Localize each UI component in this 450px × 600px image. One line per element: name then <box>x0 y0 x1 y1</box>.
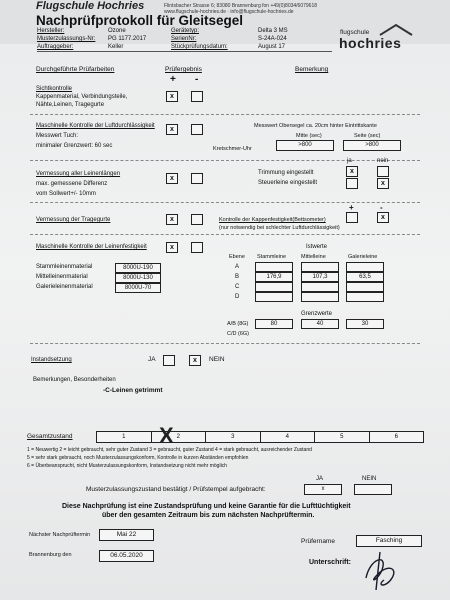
unterschrift-label: Unterschrift: <box>309 559 352 566</box>
grenz-mittel[interactable]: 40 <box>301 319 339 329</box>
ist-c-mittel[interactable] <box>301 282 339 292</box>
datum-value[interactable]: 06.05.2020 <box>99 550 154 562</box>
gesamt-legend-3: 6 = Überbeansprucht, nicht Musterzulassungskonform, Instandsetzung nicht mehr möglich <box>27 463 227 469</box>
grenzwerte-label: Grenzwerte <box>301 311 333 317</box>
instand-ja-label: JA <box>148 356 156 363</box>
school-web: www.flugschule-hochries.de · info@flugschule-hochries.de <box>164 9 294 15</box>
ist-b-mittel[interactable]: 107,3 <box>301 272 339 282</box>
steuer-nein-checkbox[interactable]: x <box>377 178 389 189</box>
serien-value: S-24A-024 <box>258 36 287 42</box>
luft-title: Maschinelle Kontrolle der Luftdurchlässigkeit <box>36 123 155 129</box>
leinen-minus-checkbox[interactable] <box>191 173 203 184</box>
tragegurte-plus-checkbox[interactable]: x <box>166 214 178 225</box>
grenz-galerie[interactable]: 30 <box>346 319 384 329</box>
istwerte-label: Istwerte <box>306 244 328 250</box>
ist-b-stamm[interactable]: 176,9 <box>255 272 293 282</box>
kappen-minus-label: - <box>380 203 383 212</box>
disclaimer-line2: über den gesamten Zeitraum bis zum nächsten Nachprüftermin. <box>102 512 315 519</box>
sicht-title: Sichtkontrolle <box>36 86 73 92</box>
tragegurte-title: Vermessung der Tragegurte <box>36 217 111 223</box>
kappen-minus-checkbox[interactable]: x <box>377 212 389 223</box>
col-durchgefuehrt: Durchgeführte Prüfarbeiten <box>36 66 115 73</box>
cd-label: C/D (6G) <box>227 331 249 337</box>
col-plus: + <box>170 74 176 85</box>
kretschmer-label: Kretschmer-Uhr <box>213 146 252 152</box>
ist-a-galerie[interactable] <box>346 262 384 272</box>
leinen-title: Vermessung aller Leinenlängen <box>36 171 121 177</box>
instand-nein-checkbox[interactable]: x <box>189 355 201 366</box>
scale-3[interactable]: 3 <box>206 432 261 442</box>
muster-text: Musterzulassungszustand bestätigt / Prüfstempel aufgebracht: <box>86 486 266 493</box>
level-d: D <box>235 294 240 300</box>
galerieleine-label: Galerieleine <box>348 254 378 260</box>
leinen-line2: vom Sollwert+/- 10mm <box>36 191 96 197</box>
ist-b-galerie[interactable]: 63,5 <box>346 272 384 282</box>
luft-seite-value[interactable]: >800 <box>343 140 401 151</box>
gesamt-legend-2: 5 = sehr stark gebraucht, noch Musterzulassungskonform, Kontrolle in kurzen Abständen empfohlen <box>27 455 249 461</box>
luft-minus-checkbox[interactable] <box>191 124 203 135</box>
muster-ja-label: JA <box>316 476 324 482</box>
luft-messwert: Messwert Obersegel ca. 20cm hinter Eintrittskante <box>254 123 377 129</box>
divider <box>30 343 420 344</box>
reiss-plus-checkbox[interactable]: x <box>166 242 178 253</box>
mittelleine-label: Mittelleine <box>301 254 326 260</box>
col-minus: - <box>195 74 199 85</box>
ist-c-stamm[interactable] <box>255 282 293 292</box>
reiss-title: Maschinelle Kontrolle der Leinenfestigkeit <box>36 244 147 250</box>
gesamt-legend-1: 1 = Neuwertig 2 = leicht gebraucht, sehr guter Zustand 3 = gebraucht, guter Zustand 4 = stark gebraucht, ausreichender Zustand <box>27 447 312 453</box>
page-title: Nachprüfprotokoll für Gleitsegel <box>36 13 244 28</box>
level-b: B <box>235 274 240 280</box>
trimmung-label: Trimmung eingestellt <box>258 170 314 176</box>
instand-ja-checkbox[interactable] <box>163 355 175 366</box>
school-address: Flintsbacher Strasse 6; 83080 Brannenburg fon +49(0)8034/6079618 <box>164 3 318 9</box>
sicht-line2: Nähte,Leinen, Tragegurte <box>36 102 105 108</box>
luft-line2: minimaler Grenzwert: 60 sec <box>36 143 113 149</box>
signature-icon <box>358 548 408 593</box>
meta-rule <box>37 51 332 52</box>
geraetetyp-label: Gerätetyp: <box>171 28 200 34</box>
ab-label: A/B (8G) <box>227 321 249 327</box>
tragegurte-minus-checkbox[interactable] <box>191 214 203 225</box>
bemerkungen-title: Bemerkungen, Besonderheiten <box>33 377 116 383</box>
leinen-nein-label: nein <box>377 158 389 164</box>
stueck-value: August 17 <box>258 44 286 50</box>
leinen-line1: max. gemessene Differenz <box>36 181 108 187</box>
kappen-plus-checkbox[interactable] <box>346 212 358 223</box>
muster-nein-label: NEIN <box>362 476 377 482</box>
material-value-galerie[interactable]: 8000U-70 <box>115 283 161 293</box>
stueck-label: Stückprüfungsdatum: <box>171 44 228 50</box>
ist-c-galerie[interactable] <box>346 282 384 292</box>
material-label-stamm: Stammleinenmaterial <box>36 264 93 270</box>
trimmung-ja-checkbox[interactable]: x <box>346 166 358 177</box>
sicht-line1: Kappenmaterial, Verbindungsteile, <box>36 94 128 100</box>
kappen-plus-label: + <box>349 203 354 212</box>
grenz-stamm[interactable]: 80 <box>255 319 293 329</box>
muster-ja-box[interactable]: x <box>304 484 342 495</box>
logo-small-text: flugschule <box>340 29 370 36</box>
brannenburg-label: Brannenburg den <box>29 552 72 558</box>
material-label-mittel: Mittelleinenmaterial <box>36 274 88 280</box>
pruefername-value[interactable]: Fasching <box>356 535 422 547</box>
kappen-title: Kontrolle der Kappenfestigkeit(Bettsometer) <box>219 217 326 223</box>
logo-main-text: hochries <box>339 35 402 51</box>
scale-2[interactable]: 2 <box>152 432 207 442</box>
divider <box>30 114 420 115</box>
divider <box>30 160 420 161</box>
ist-d-stamm[interactable] <box>255 292 293 302</box>
scale-5[interactable]: 5 <box>315 432 370 442</box>
sicht-minus-checkbox[interactable] <box>191 91 203 102</box>
geraetetyp-value: Delta 3 MS <box>258 28 288 34</box>
naechster-label: Nächster Nachprüftermin <box>29 532 91 538</box>
gesamt-scale <box>96 431 424 443</box>
scale-4[interactable]: 4 <box>261 432 316 442</box>
luft-mitte-label: Mitte (sec) <box>296 133 322 139</box>
level-c: C <box>235 284 240 290</box>
ist-a-stamm[interactable] <box>255 262 293 272</box>
ist-d-galerie[interactable] <box>346 292 384 302</box>
ist-d-mittel[interactable] <box>301 292 339 302</box>
musterzul-value: PG 1177.2017 <box>108 36 147 42</box>
disclaimer-line1: Diese Nachprüfung ist eine Zustandsprüfung und keine Garantie für die Lufttüchtigkeit <box>62 503 351 510</box>
kappen-note: (nur notwendig bei schlechter Luftdurchlässigkeit) <box>219 225 340 231</box>
trimmung-nein-checkbox[interactable] <box>377 166 389 177</box>
col-pruefergebnis: Prüfergebnis <box>165 66 202 73</box>
luft-mitte-value[interactable]: >800 <box>276 140 334 151</box>
auftraggeber-value: Keller <box>108 44 124 50</box>
ebene-label: Ebene <box>229 254 245 260</box>
reiss-minus-checkbox[interactable] <box>191 242 203 253</box>
muster-nein-box[interactable] <box>354 484 392 495</box>
scale-1[interactable]: 1 <box>97 432 152 442</box>
gesamt-title: Gesamtzustand <box>27 433 73 440</box>
material-label-galerie: Galerieleinenmaterial <box>36 284 93 290</box>
steuer-label: Steuerleine eingestellt <box>258 180 318 186</box>
pruefername-label: Prüfername <box>301 538 335 545</box>
col-bemerkung: Bemerkung <box>295 66 329 73</box>
gesamt-mark: X <box>159 423 174 448</box>
luft-line1: Messwert Tuch: <box>36 133 79 139</box>
stammleine-label: Stammleine <box>257 254 287 260</box>
instand-nein-label: NEIN <box>209 356 225 363</box>
hersteller-label: Hersteller: <box>37 28 65 34</box>
auftraggeber-label: Auftraggeber: <box>37 44 74 50</box>
instand-title: Instandsetzung <box>31 357 72 363</box>
material-value-stamm[interactable]: 8000U-190 <box>115 263 161 273</box>
naechster-value[interactable]: Mai 22 <box>99 529 154 541</box>
divider <box>30 234 420 235</box>
sicht-plus-checkbox[interactable]: x <box>166 91 178 102</box>
material-value-mittel[interactable]: 8000U-130 <box>115 273 161 283</box>
scale-6[interactable]: 6 <box>370 432 424 442</box>
luft-seite-label: Seite (sec) <box>354 133 381 139</box>
ist-a-mittel[interactable] <box>301 262 339 272</box>
musterzul-label: Musterzulassungs-Nr: <box>37 36 96 42</box>
leinen-plus-checkbox[interactable]: x <box>166 173 178 184</box>
mountain-logo-icon <box>378 22 414 36</box>
serien-label: SerienNr: <box>171 36 197 42</box>
steuer-ja-checkbox[interactable] <box>346 178 358 189</box>
level-a: A <box>235 264 240 270</box>
leinen-ja-label: ja <box>347 158 352 164</box>
hersteller-value: Ozone <box>108 28 126 34</box>
school-name: Flugschule Hochries <box>36 0 145 12</box>
divider <box>30 202 420 203</box>
luft-plus-checkbox[interactable]: x <box>166 124 178 135</box>
bemerkungen-text: -C-Leinen getrimmt <box>103 387 163 394</box>
